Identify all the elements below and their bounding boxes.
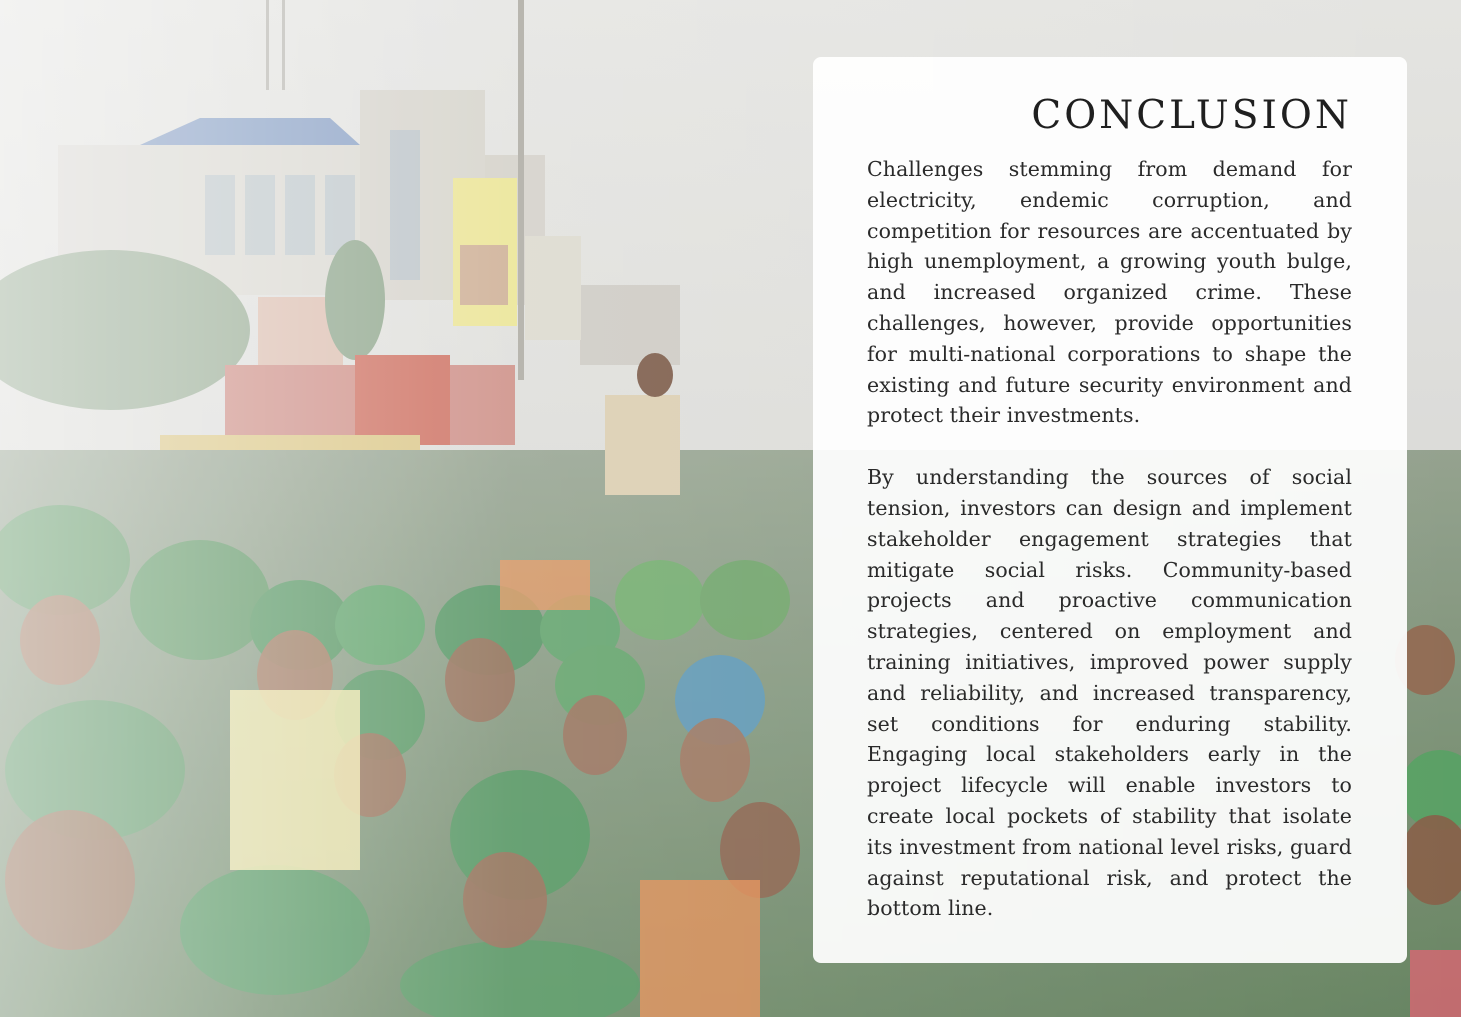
conclusion-card — [813, 57, 1407, 963]
conclusion-paragraph-1: Challenges stemming from demand for electricity, endemic corruption, and competition for resources are accentuated by high unemployment, a growing youth bulge, and increased organized crime. These challenges, however, provide opportunities for multi-national corporations to shape the existing and future security environment and protect their investments. — [867, 157, 1352, 428]
conclusion-paragraph-2: By understanding the sources of social tension, investors can design and implement stakeholder engagement strategies that mitigate social risks. Community-based projects and proactive communication strategies, centered on employment and training initiatives, improved power supply and reliability, and increased transparency, set conditions for enduring stability. Engaging local stakeholders early in the project lifecycle will enable investors to create local pockets of stability that isolate its investment from national level risks, guard against reputational risk, and protect the bottom line. — [867, 465, 1352, 921]
conclusion-title: CONCLUSION — [1031, 93, 1352, 138]
